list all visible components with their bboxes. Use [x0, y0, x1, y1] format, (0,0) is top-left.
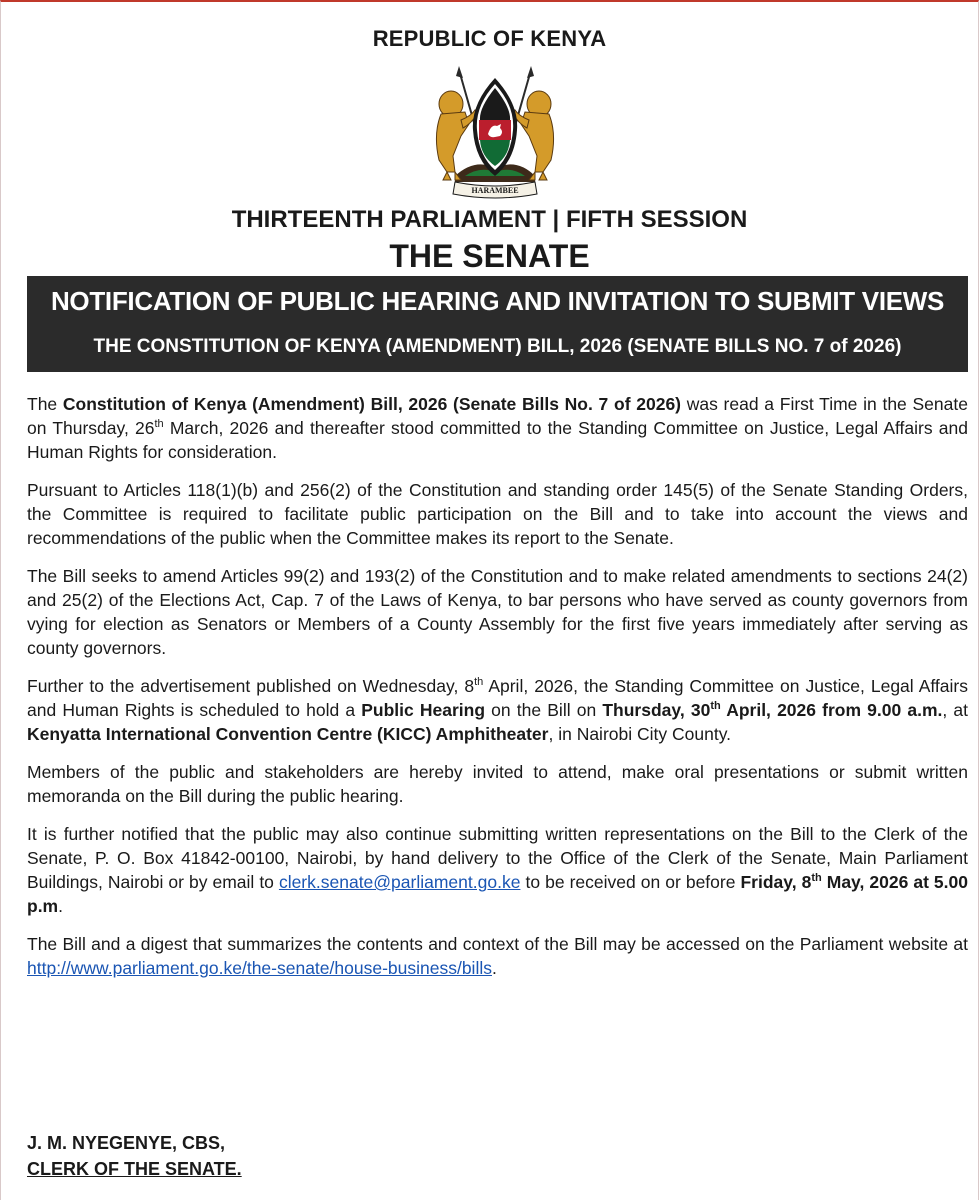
republic-heading: REPUBLIC OF KENYA	[372, 26, 607, 51]
public-hearing-label: Public Hearing	[361, 700, 486, 720]
signatory-title: CLERK OF THE SENATE.	[27, 1159, 242, 1179]
email-link[interactable]: clerk.senate@parliament.go.ke	[278, 872, 521, 892]
paragraph-hearing-details: Further to the advertisement published on Wednesday, 8th April, 2026, the Standing Committee on Justice, Legal Affairs and Human Rights is scheduled to hold a Public Hearing on the Bill on Thursday, 30th April, 2026 from 9.00 a.m., at Kenyatta International Convention Centre (KICC) Amphitheater, in Nairobi City County.	[27, 676, 969, 744]
hearing-venue: Kenyatta International Convention Centre (KICC) Amphitheater	[27, 724, 549, 744]
banner-subtitle: THE CONSTITUTION OF KENYA (AMENDMENT) BILL, 2026 (SENATE BILLS NO. 7 of 2026)	[93, 336, 902, 357]
paragraph-legal-basis: Pursuant to Articles 118(1)(b) and 256(2) of the Constitution and standing order 145(5) of the Senate Standing Orders, the Committee is required to facilitate public participation on the Bill and to take into account the views and recommendations of the public when the Committee makes its report to the Senate.	[27, 480, 968, 548]
house-heading: THE SENATE	[389, 238, 590, 274]
coat-of-arms-motto: HARAMBEE	[471, 186, 519, 195]
coat-of-arms-icon	[425, 64, 565, 199]
banner-title: NOTIFICATION OF PUBLIC HEARING AND INVITATION TO SUBMIT VIEWS	[50, 286, 945, 316]
notice-banner	[27, 276, 968, 372]
paragraph-first-reading: The Constitution of Kenya (Amendment) Bill, 2026 (Senate Bills No. 7 of 2026) was read a First Time in the Senate on Thursday, 26th March, 2026 and thereafter stood committed to the Standing Committee on Justice, Legal Affairs and Human Rights for consideration.	[27, 394, 968, 462]
signature-block	[27, 1130, 242, 1182]
notice-body	[27, 392, 968, 994]
bill-name: Constitution of Kenya (Amendment) Bill, 2026 (Senate Bills No. 7 of 2026)	[62, 394, 681, 414]
paragraph-website: The Bill and a digest that summarizes the contents and context of the Bill may be accessed on the Parliament website at http://www.parliament.go.ke/the-senate/house-business/bills.	[27, 934, 968, 978]
parliament-session-heading: THIRTEENTH PARLIAMENT | FIFTH SESSION	[231, 206, 748, 233]
website-link[interactable]: http://www.parliament.go.ke/the-senate/house-business/bills	[27, 958, 492, 978]
hearing-date: Thursday, 30th April, 2026 from 9.00 a.m.	[602, 700, 943, 720]
deadline-date: Friday, 8th May, 2026 at 5.00 p.m	[27, 872, 968, 916]
paragraph-submissions: It is further notified that the public may also continue submitting written representations on the Bill to the Clerk of the Senate, P. O. Box 41842-00100, Nairobi, by hand delivery to the Office of the Clerk of the Senate, Main Parliament Buildings, Nairobi or by email to clerk.senate@parliament.go.ke to be received on or before Friday, 8th May, 2026 at 5.00 p.m.	[27, 824, 968, 916]
signatory-name: J. M. NYEGENYE, CBS,	[27, 1133, 226, 1153]
paragraph-bill-purpose: The Bill seeks to amend Articles 99(2) and 193(2) of the Constitution and to make related amendments to sections 24(2) and 25(2) of the Elections Act, Cap. 7 of the Laws of Kenya, to bar persons who have served as county governors from vying for election as Senators or Members of a County Assembly for the first five years immediately after serving as county governors.	[27, 566, 968, 658]
paragraph-invitation: Members of the public and stakeholders are hereby invited to attend, make oral presentations or submit written memoranda on the Bill during the public hearing.	[27, 762, 968, 806]
